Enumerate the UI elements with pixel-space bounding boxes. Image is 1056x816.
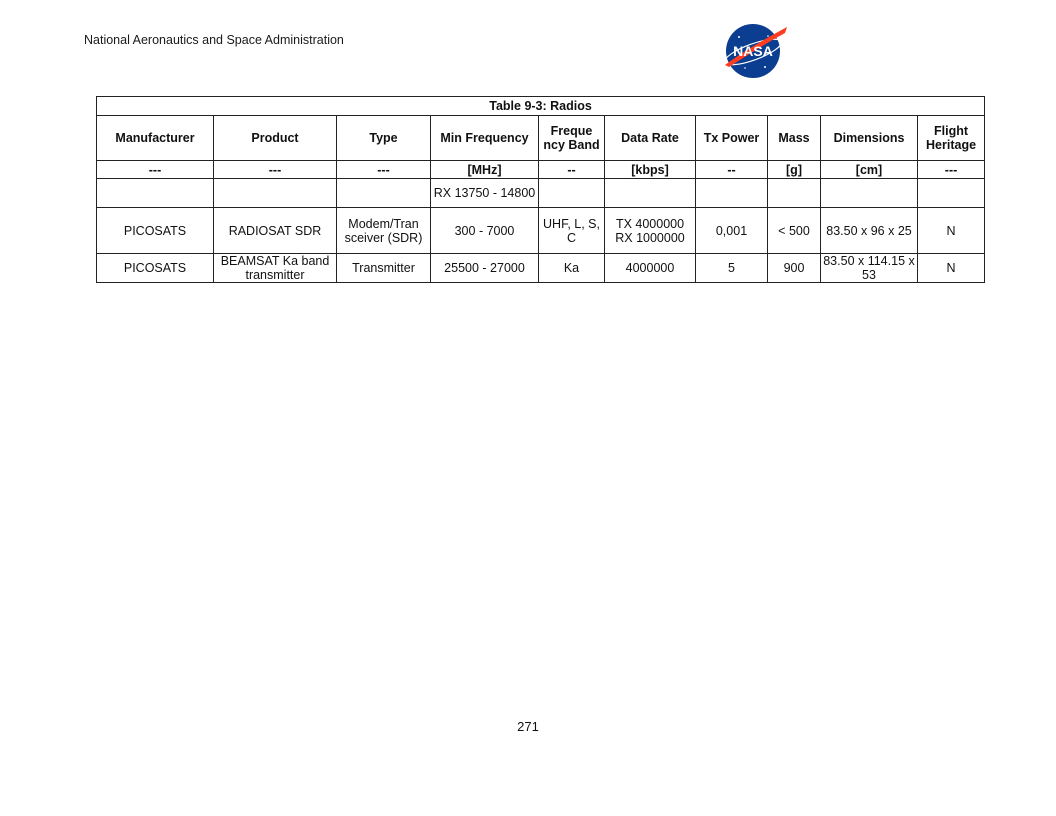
column-header: Product	[214, 116, 337, 161]
table-cell: < 500	[768, 208, 821, 254]
table-cell	[97, 179, 214, 208]
column-header: Type	[337, 116, 431, 161]
table-cell: TX 4000000 RX 1000000	[605, 208, 696, 254]
column-header: Tx Power	[696, 116, 768, 161]
logo-text: NASA	[733, 43, 773, 59]
unit-cell: ---	[214, 161, 337, 179]
table-cell: 300 - 7000	[431, 208, 539, 254]
table-row	[97, 208, 985, 254]
organization-name: National Aeronautics and Space Administration	[84, 33, 344, 47]
unit-cell: ---	[918, 161, 985, 179]
column-header: Flight Heritage	[918, 116, 985, 161]
column-header: Dimensions	[821, 116, 918, 161]
table-cell	[768, 179, 821, 208]
unit-cell: [cm]	[821, 161, 918, 179]
unit-cell: [MHz]	[431, 161, 539, 179]
table-title: Table 9-3: Radios	[97, 97, 985, 116]
table-cell: Transmitter	[337, 254, 431, 283]
table-cell	[821, 179, 918, 208]
table-cell	[918, 179, 985, 208]
column-header: Manufacturer	[97, 116, 214, 161]
unit-cell: [g]	[768, 161, 821, 179]
unit-cell: ---	[337, 161, 431, 179]
table-cell	[214, 179, 337, 208]
table-cell: 25500 - 27000	[431, 254, 539, 283]
column-header: Min Frequency	[431, 116, 539, 161]
column-header: Mass	[768, 116, 821, 161]
table-cell: UHF, L, S, C	[539, 208, 605, 254]
unit-cell: --	[696, 161, 768, 179]
table-cell: RADIOSAT SDR	[214, 208, 337, 254]
column-header: Freque ncy Band	[539, 116, 605, 161]
page-number: 271	[517, 719, 539, 734]
table-cell: PICOSATS	[97, 208, 214, 254]
table-cell	[539, 179, 605, 208]
table-cell: 83.50 x 114.15 x 53	[821, 254, 918, 283]
table-cell	[696, 179, 768, 208]
table-cell: Ka	[539, 254, 605, 283]
table-row	[97, 179, 985, 208]
nasa-logo-icon	[719, 21, 789, 81]
table-cell: 0,001	[696, 208, 768, 254]
unit-cell: [kbps]	[605, 161, 696, 179]
table-cell: Modem/Tran sceiver (SDR)	[337, 208, 431, 254]
table-cell: N	[918, 254, 985, 283]
table-cell	[605, 179, 696, 208]
table-cell: 83.50 x 96 x 25	[821, 208, 918, 254]
unit-cell: ---	[97, 161, 214, 179]
column-header: Data Rate	[605, 116, 696, 161]
table-cell: N	[918, 208, 985, 254]
table-cell	[337, 179, 431, 208]
table-cell: 900	[768, 254, 821, 283]
table-cell: 5	[696, 254, 768, 283]
table-cell: BEAMSAT Ka band transmitter	[214, 254, 337, 283]
table-row	[97, 254, 985, 283]
table-cell: RX 13750 - 14800	[431, 179, 539, 208]
table-cell: 4000000	[605, 254, 696, 283]
radios-table	[96, 96, 985, 283]
unit-cell: --	[539, 161, 605, 179]
table-cell: PICOSATS	[97, 254, 214, 283]
